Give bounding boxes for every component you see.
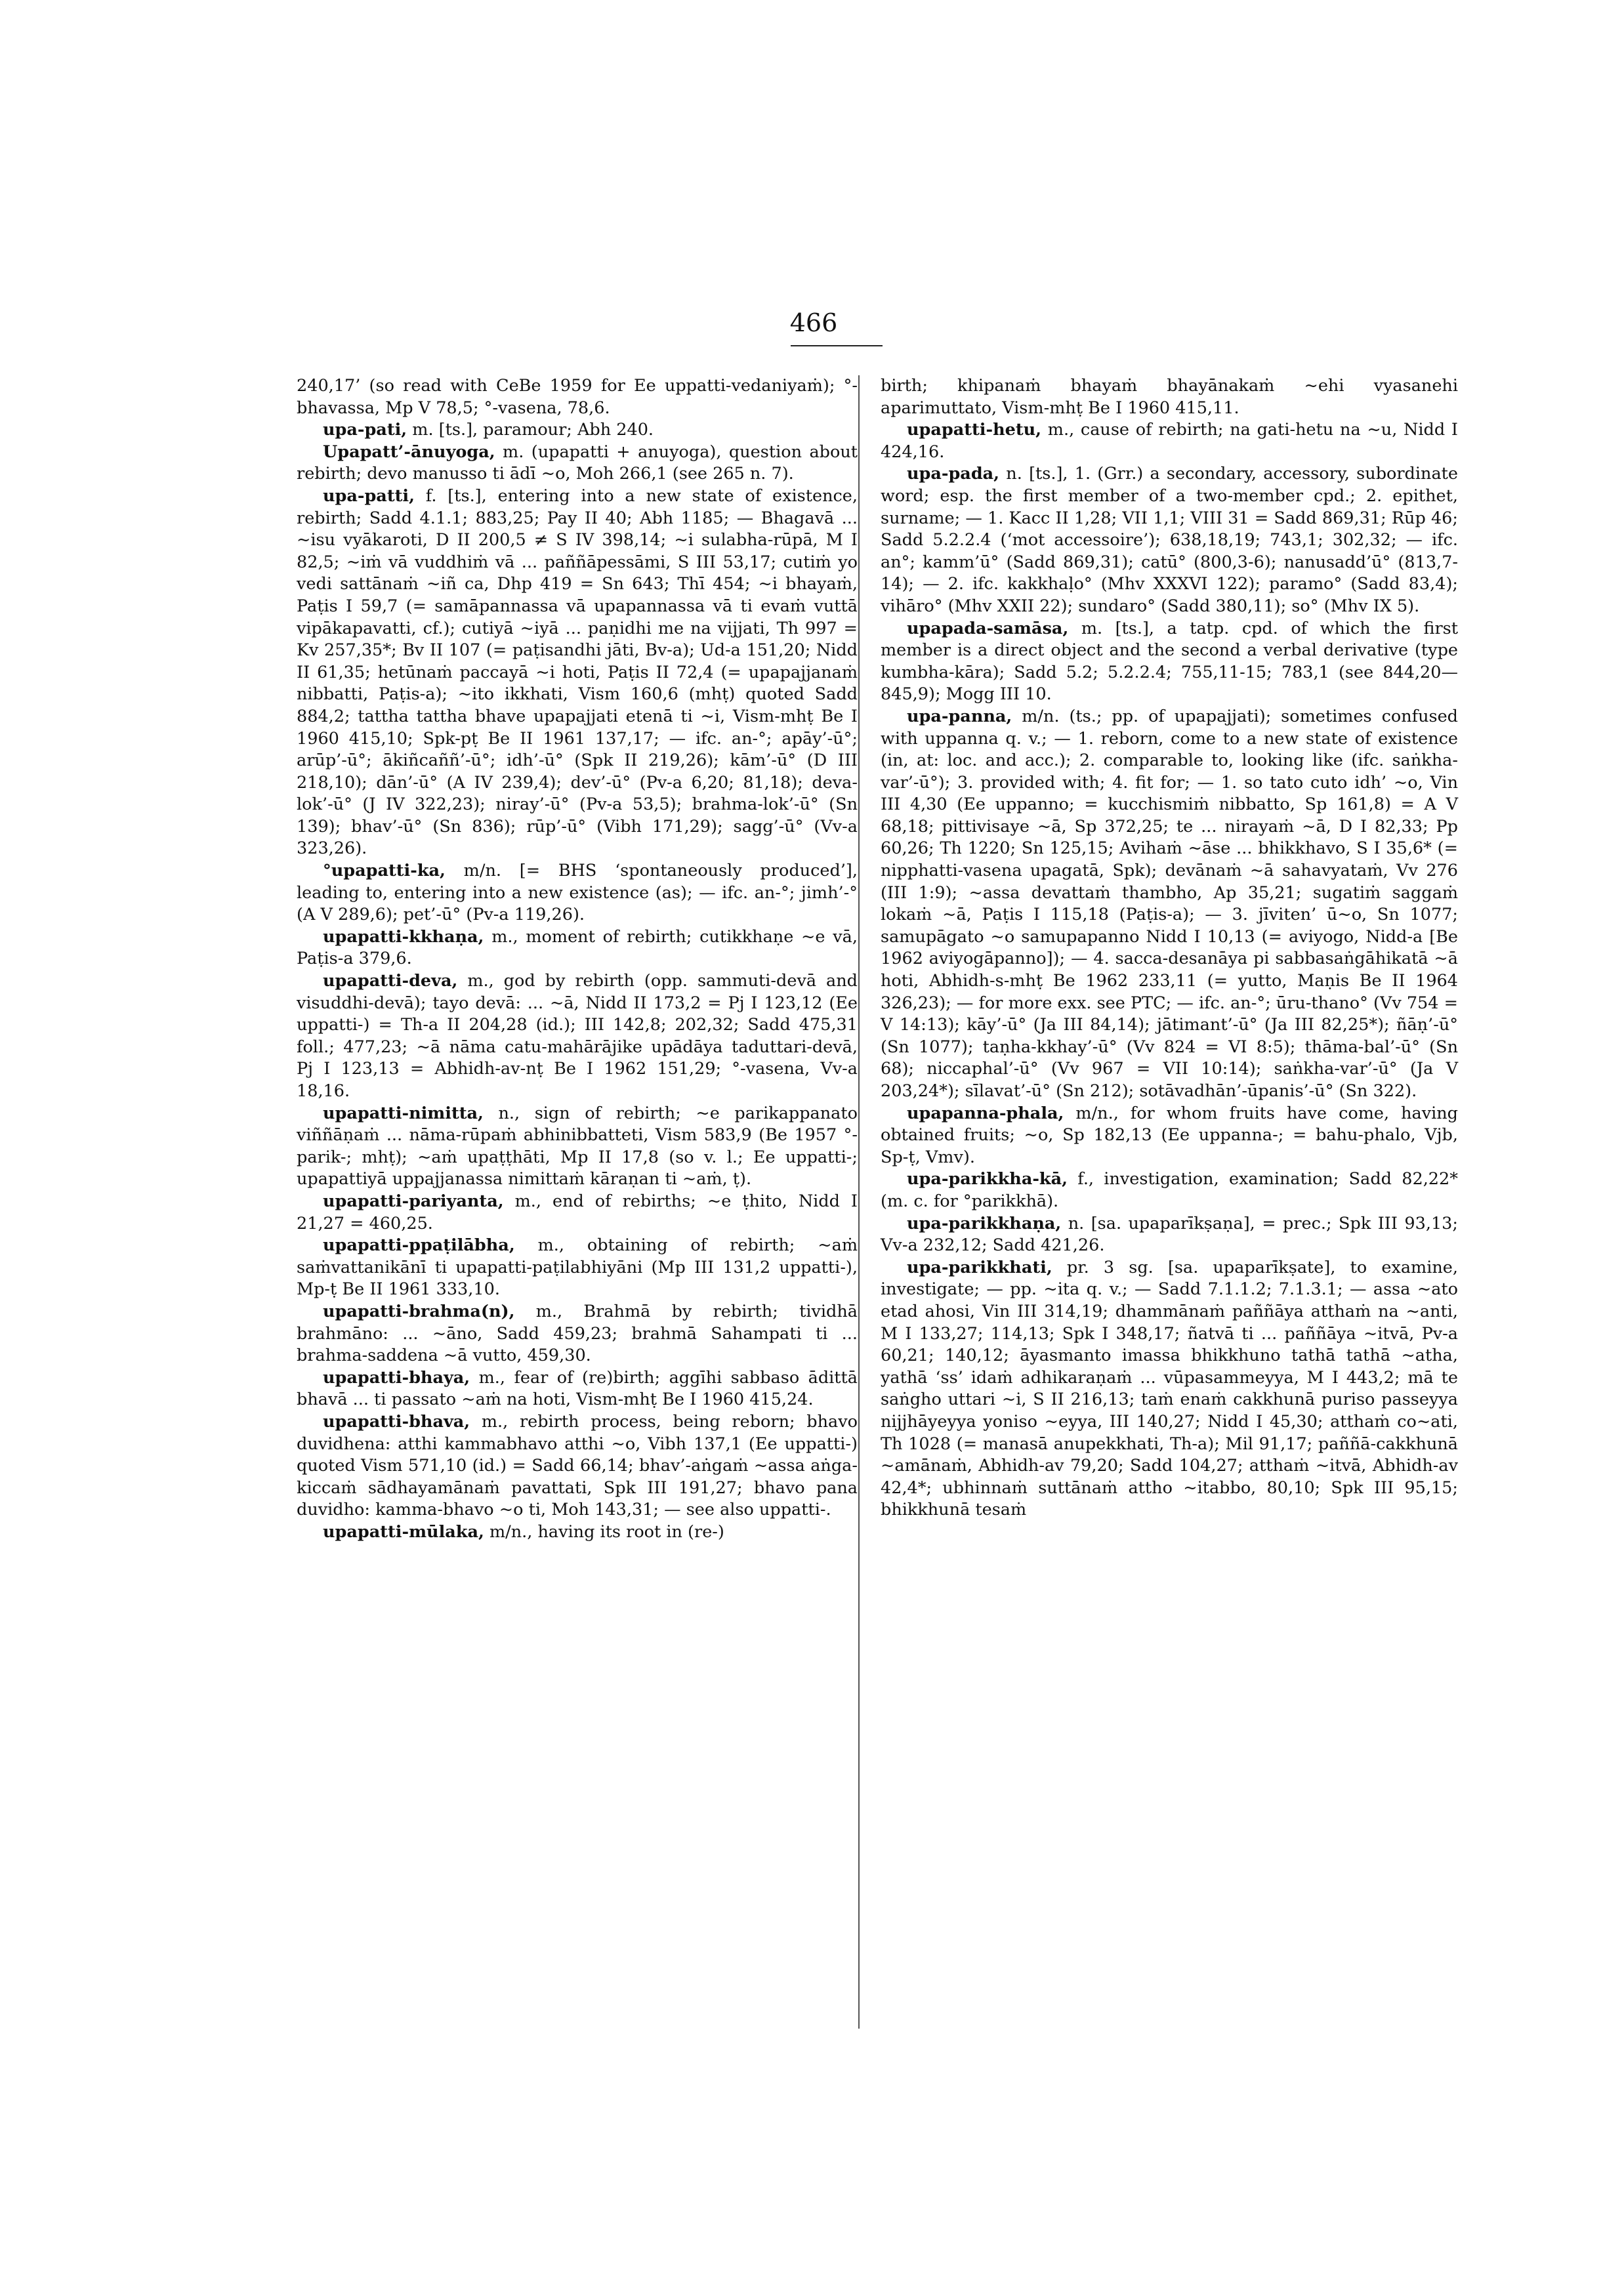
entry-text: f., investigation, examination; Sadd 82,22* (m. c. for °parikkhā). <box>881 1169 1458 1211</box>
dictionary-entry <box>881 463 1458 617</box>
dictionary-entry <box>297 860 858 926</box>
entry-text: n. [ts.], 1. (Grr.) a secondary, accessory, subordinate word; esp. the first member of a two-member cpd.; 2. epithet, surname; — 1. Kacc II 1,28; VII 1,1; VIII 31 = Sadd 869,31; Rūp 46; Sadd 5.2.2.4 (‘mot accessoire’); 638,18,19; 743,1; 302,32; — ifc. an°; kamm’ū° (Sadd 869,31); catū° (800,3-6); nanusadd’ū° (813,7-14); — 2. ifc. kakkhaḷo° (Mhv XXXVI 122); paramo° (Sadd 83,4); vihāro° (Mhv XXII 22); sundaro° (Sadd 380,11); so° (Mhv IX 5). <box>881 464 1458 616</box>
dictionary-entry <box>297 1411 858 1521</box>
entry-text: m., end of rebirths; ~e ṭhito, Nidd I 21,27 = 460,25. <box>297 1191 858 1233</box>
entry-text: f. [ts.], entering into a new state of existence, rebirth; Sadd 4.1.1; 883,25; Pay II 40; Abh 1185; — Bhagavā ... ~isu vyākaroti, D II 200,5 ≠ S IV 398,14; ~i sulabha-rūpā, M I 82,5; ~iṁ vā vuddhiṁ vā ... paññāpessāmi, S III 53,17; cutiṁ yo vedi sattānaṁ ~iñ ca, Dhp 419 = Sn 643; Thī 454; ~i bhayaṁ, Paṭis I 59,7 (= samāpannassa vā upapannassa vā ti evaṁ vuttā vipākapavatti, cf.); cutiyā ~iyā ... paṇidhi me na vijjati, Th 997 = Kv 257,35*; Bv II 107 (= paṭisandhi jāti, Bv-a); Ud-a 151,20; Nidd II 61,35; hetūnaṁ paccayā ~i hoti, Paṭis II 72,4 (= upapajjanaṁ nibbatti, Paṭis-a); ~ito ikkhati, Vism 160,6 (mhṭ) quoted Sadd 884,2; tattha tattha bhave upapajjati etenā ti ~i, Vism-mhṭ Be I 1960 415,10; Spk-pṭ Be II 1961 137,17; — ifc. an-°; apāy’-ū°; arūp’-ū°; ākiñcaññ’-ū°; idh’-ū° (Spk II 219,26); kām’-ū° (D III 218,10); dān’-ū° (A IV 239,4); dev’-ū° (Pv-a 6,20; 81,18); deva-lok’-ū° (J IV 322,23); niray’-ū° (Pv-a 53,5); brahma-lok’-ū° (Sn 139); bhav’-ū° (Sn 836); rūp’-ū° (Vibh 171,29); sagg’-ū° (Vv-a 323,26). <box>297 486 858 859</box>
entry-text: m/n., having its root in (re-) <box>484 1521 724 1542</box>
page-number: 466 <box>789 308 838 337</box>
entry-text: m., rebirth process, being reborn; bhavo duvidhena: atthi kammabhavo atthi ~o, Vibh 137,1 (Ee uppatti-) quoted Vism 571,10 (id.) = Sadd 66,14; bhav’-aṅgaṁ ~assa aṅga-kiccaṁ sādhayamānaṁ pavattati, Spk III 191,27; bhavo pana duvidho: kamma-bhavo ~o ti, Moh 143,31; — see also uppatti-. <box>297 1411 858 1520</box>
dictionary-entry <box>881 618 1458 706</box>
dictionary-entry <box>881 419 1458 463</box>
page-number-rule <box>791 345 883 346</box>
entry-text: m., Brahmā by rebirth; tividhā brahmāno: ... ~āno, Sadd 459,23; brahmā Sahampati ti ... brahma-saddena ~ā vutto, 459,30. <box>297 1301 858 1366</box>
entry-headword: upapatti-brahma(n), <box>323 1301 515 1321</box>
entry-headword: upapanna-phala, <box>907 1103 1064 1123</box>
entry-headword: °upapatti-ka, <box>323 861 446 881</box>
entry-text: m., cause of rebirth; na gati-hetu na ~u, Nidd I 424,16. <box>881 420 1458 462</box>
dictionary-entry <box>297 1103 858 1191</box>
entry-text: n., sign of rebirth; ~e parikappanato viññāṇaṁ ... nāma-rūpaṁ abhinibbatteti, Vism 583,9 (Be 1957 °-parik-; mhṭ); ~aṁ upaṭṭhāti, Mp II 17,8 (so v. l.; Ee uppatti-; upapattiyā uppajjanassa nimittaṁ kāraṇan ti ~aṁ, ṭ). <box>297 1103 858 1189</box>
entry-headword: upa-parikkha-kā, <box>907 1169 1068 1189</box>
dictionary-entry <box>297 1301 858 1367</box>
entry-text: n. [sa. upaparīkṣaṇa], = prec.; Spk III 93,13; Vv-a 232,12; Sadd 421,26. <box>881 1213 1458 1256</box>
entry-text: 240,17’ (so read with CeBe 1959 for Ee uppatti-vedaniyaṁ); °-bhavassa, Mp V 78,5; °-vasena, 78,6. <box>297 376 858 418</box>
entry-text: m. [ts.], paramour; Abh 240. <box>407 420 654 440</box>
dictionary-entry <box>297 1367 858 1411</box>
entry-headword: upapatti-bhava, <box>323 1411 470 1432</box>
column-divider <box>858 375 860 2029</box>
dictionary-entry <box>881 1168 1458 1212</box>
dictionary-entry <box>881 706 1458 1103</box>
left-column <box>297 375 858 1543</box>
entry-headword: upapatti-deva, <box>323 971 458 991</box>
dictionary-entry <box>881 1213 1458 1257</box>
dictionary-entry <box>297 970 858 1103</box>
dictionary-entry <box>297 442 858 486</box>
dictionary-entry <box>297 419 858 442</box>
entry-text: m/n. [= BHS ‘spontaneously produced’], leading to, entering into a new existence (as); — ifc. an-°; jimh’-° (A V 289,6); pet’-ū° (Pv-a 119,26). <box>297 861 858 925</box>
entry-text: m., fear of (re)birth; aggīhi sabbaso ādittā bhavā ... ti passato ~aṁ na hoti, Vism-mhṭ Be I 1960 415,24. <box>297 1367 858 1410</box>
dictionary-entry <box>297 1235 858 1301</box>
entry-text: m. (upapatti + anuyoga), question about rebirth; devo manusso ti ādī ~o, Moh 266,1 (see 265 n. 7). <box>297 442 858 484</box>
entry-text: m/n. (ts.; pp. of upapajjati); sometimes confused with uppanna q. v.; — 1. reborn, come to a new state of existence (in, at: loc. and acc.); 2. comparable to, looking like (ifc. saṅkha-var’-ū°); 3. provided with; 4. fit for; — 1. so tato cuto idh’ ~o, Vin III 4,30 (Ee uppanno; = kucchismiṁ nibbatto, Sp 161,8) = A V 68,18; pittivisaye ~ā, Sp 372,25; te ... nirayaṁ ~ā, D I 82,33; Pp 60,26; Th 1220; Sn 125,15; Avihaṁ ~āse ... bhikkhavo, S I 35,6* (= nipphatti-vasena upagatā, Spk); devānaṁ ~ā sahavyataṁ, Vv 276 (III 1:9); ~assa devattaṁ thambho, Ap 35,21; sugatiṁ saggaṁ lokaṁ ~ā, Paṭis I 115,18 (Paṭis-a); — 3. jīviten’ ū~o, Sn 1077; samupāgato ~o samupapanno Nidd I 10,13 (= aviyogo, Nidd-a [Be 1962 aviyogāpanno]); — 4. sacca-desanāya pi sabbasaṅgāhikatā ~ā hoti, Abhidh-s-mhṭ Be 1962 233,11 (= yutto, Maṇis Be II 1964 326,23); — for more exx. see PTC; — ifc. an-°; ūru-thano° (Vv 754 = V 14:13); kāy’-ū° (Ja III 84,14); jātimant’-ū° (Ja III 82,25*); ñāṇ’-ū° (Sn 1077); taṇha-kkhay’-ū° (Vv 824 = VI 8:5); thāma-bal’-ū° (Sn 68); niccaphal’-ū° (Vv 967 = VII 10:14); saṅkha-var’-ū° (Ja V 203,24*); sīlavat’-ū° (Sn 212); sotāvadhān’-ūpanis’-ū° (Sn 322). <box>881 706 1458 1101</box>
entry-text: m., moment of rebirth; cutikkhaṇe ~e vā, Paṭis-a 379,6. <box>297 926 858 969</box>
dictionary-entry <box>881 1257 1458 1521</box>
entry-text: m/n., for whom fruits have come, having obtained fruits; ~o, Sp 182,13 (Ee uppanna-; = bahu-phalo, Vjb, Sp-ṭ, Vmv). <box>881 1103 1458 1167</box>
entry-headword: upapatti-pariyanta, <box>323 1191 504 1211</box>
entry-headword: upapada-samāsa, <box>907 618 1069 638</box>
entry-headword: upapatti-mūlaka, <box>323 1521 484 1542</box>
dictionary-entry <box>297 926 858 970</box>
entry-headword: Upapatt’-ānuyoga, <box>323 442 495 462</box>
dictionary-entry <box>297 1521 858 1544</box>
entry-headword: upapatti-hetu, <box>907 420 1042 440</box>
entry-text: m., obtaining of rebirth; ~aṁ saṁvattanikānī ti upapatti-paṭilabhiyāni (Mp III 131,2 uppatti-), Mp-ṭ Be II 1961 333,10. <box>297 1235 858 1300</box>
dictionary-entry <box>297 375 858 419</box>
dictionary-entry <box>297 1191 858 1235</box>
entry-text: birth; khipanaṁ bhayaṁ bhayānakaṁ ~ehi vyasanehi aparimuttato, Vism-mhṭ Be I 1960 415,11. <box>881 376 1458 418</box>
entry-headword: upa-patti, <box>323 486 415 506</box>
entry-headword: upa-parikkhati, <box>907 1257 1052 1277</box>
entry-headword: upapatti-ppaṭilābha, <box>323 1235 515 1256</box>
right-column <box>881 375 1458 1521</box>
entry-headword: upa-pati, <box>323 420 407 440</box>
entry-text: pr. 3 sg. [sa. upaparīkṣate], to examine, investigate; — pp. ~ita q. v.; — Sadd 7.1.1.2; 7.1.3.1; — assa ~ato etad ahosi, Vin III 314,19; dhammānaṁ paññāya atthaṁ na ~anti, M I 133,27; 114,13; Spk I 348,17; ñatvā ti ... paññāya ~itvā, Pv-a 60,21; 140,12; āyasmanto imassa bhikkhuno tathā tathā ~atha, yathā ‘ss’ idaṁ adhikaraṇaṁ ... vūpasammeyya, M I 443,2; mā te saṅgho uttari ~i, S II 216,13; taṁ enaṁ cakkhunā puriso passeyya nijjhāyeyya yoniso ~eyya, III 140,27; Nidd I 45,30; atthaṁ co~ati, Th 1028 (= manasā anupekkhati, Th-a); Mil 91,17; paññā-cakkhunā ~amānaṁ, Abhidh-av 79,20; Sadd 104,27; atthaṁ ~itvā, Abhidh-av 42,4*; ubhinnaṁ suttānaṁ attho ~itabbo, 80,10; Spk III 95,15; bhikkhunā tesaṁ <box>881 1257 1458 1520</box>
dictionary-entry <box>881 375 1458 419</box>
entry-headword: upa-pada, <box>907 464 1000 484</box>
entry-headword: upapatti-nimitta, <box>323 1103 484 1123</box>
dictionary-entry <box>881 1103 1458 1169</box>
entry-headword: upapatti-kkhaṇa, <box>323 926 484 947</box>
entry-text: m., god by rebirth (opp. sammuti-devā and visuddhi-devā); tayo devā: ... ~ā, Nidd II 173,2 = Pj I 123,12 (Ee uppatti-) = Th-a II 204,28 (id.); III 142,8; 202,32; Sadd 475,31 foll.; 477,23; ~ā nāma catu-mahārājike upādāya taduttari-devā, Pj I 123,13 = Abhidh-av-nṭ Be I 1962 151,29; °-vasena, Vv-a 18,16. <box>297 971 858 1101</box>
entry-headword: upa-panna, <box>907 706 1012 726</box>
entry-headword: upapatti-bhaya, <box>323 1367 470 1388</box>
dictionary-entry <box>297 486 858 860</box>
entry-text: m. [ts.], a tatp. cpd. of which the first member is a direct object and the second a verbal derivative (type kumbha-kāra); Sadd 5.2; 5.2.2.4; 755,11-15; 783,1 (see 844,20—845,9); Mogg III 10. <box>881 618 1458 705</box>
entry-headword: upa-parikkhaṇa, <box>907 1213 1062 1233</box>
